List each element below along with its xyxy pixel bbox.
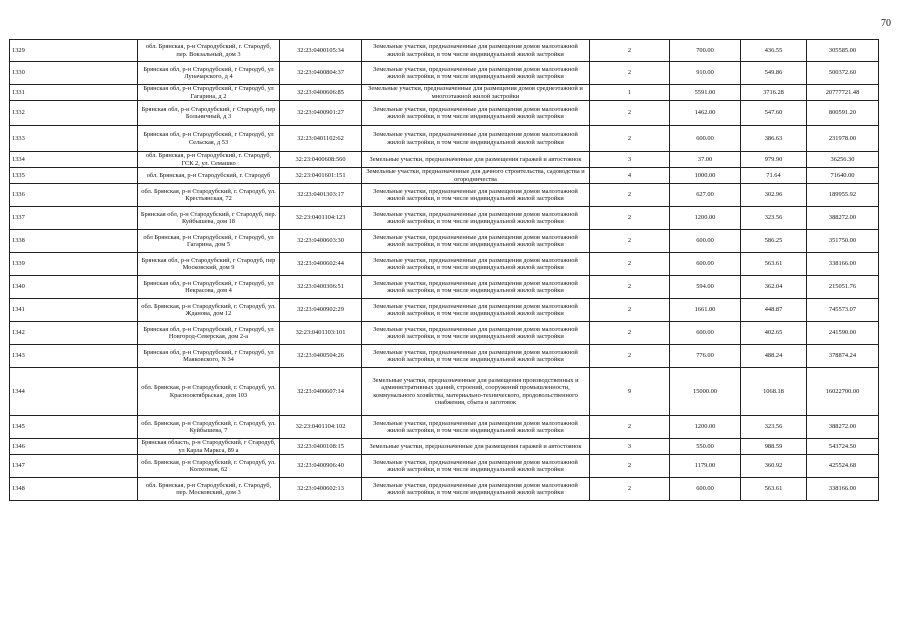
- cadastral-value-cell: 543724.50: [807, 439, 879, 455]
- use-group-cell: 2: [590, 184, 670, 207]
- address-cell: Брянская обл, р-н Стародубский, г Стародуб, ул Маяковского, N 34: [138, 345, 280, 368]
- area-cell: 600.00: [670, 253, 741, 276]
- area-cell: 776.00: [670, 345, 741, 368]
- address-cell: обл. Брянская, р-н Стародубский, г. Стародуб, ул. Куйбышева, 7: [138, 416, 280, 439]
- land-use-cell: Земельные участки, предназначенные для размещения домов малоэтажной жилой застройки, в том числе индивидуальной жилой застройки: [362, 276, 590, 299]
- area-cell: 594.00: [670, 276, 741, 299]
- cadastral-number-cell: 32:23:0400504:26: [280, 345, 362, 368]
- land-use-cell: Земельные участки, предназначенные для размещения домов малоэтажной жилой застройки, в том числе индивидуальной жилой застройки: [362, 230, 590, 253]
- table-row: [10, 345, 879, 368]
- land-use-cell: Земельные участки, предназначенные для размещения домов среднеэтажной и многоэтажной жилой застройки: [362, 85, 590, 101]
- address-cell: Брянская область, р-н Стародубский, г Стародуб, ул Карла Маркса, 89 а: [138, 439, 280, 455]
- use-group-cell: 2: [590, 455, 670, 478]
- cadastral-value-cell: 388272.00: [807, 207, 879, 230]
- address-cell: Брянская обл, р-н Стародубский, г Стародуб, ул Новгород-Северская, дом 2-а: [138, 322, 280, 345]
- row-number-cell: 1343: [10, 345, 138, 368]
- specific-value-cell: 563.61: [741, 253, 807, 276]
- page-number: 70: [881, 18, 891, 29]
- area-cell: 600.00: [670, 230, 741, 253]
- row-number-cell: 1339: [10, 253, 138, 276]
- use-group-cell: 2: [590, 207, 670, 230]
- cadastral-number-cell: 32:23:0401104:102: [280, 416, 362, 439]
- area-cell: 1661.00: [670, 299, 741, 322]
- land-use-cell: Земельные участки, предназначенные для размещения домов малоэтажной жилой застройки, в том числе индивидуальной жилой застройки: [362, 40, 590, 62]
- specific-value-cell: 488.24: [741, 345, 807, 368]
- cadastral-value-cell: 351750.00: [807, 230, 879, 253]
- land-use-cell: Земельные участки, предназначенные для размещения домов малоэтажной жилой застройки, в том числе индивидуальной жилой застройки: [362, 126, 590, 152]
- cadastral-value-cell: 378874.24: [807, 345, 879, 368]
- specific-value-cell: 402.65: [741, 322, 807, 345]
- cadastral-number-cell: 32:23:0400902:29: [280, 299, 362, 322]
- address-cell: обл. Брянская, р-н Стародубский, г. Стародуб, ул. Крестьянская, 72: [138, 184, 280, 207]
- cadastral-value-cell: 231978.00: [807, 126, 879, 152]
- table-row: [10, 478, 879, 501]
- specific-value-cell: 360.92: [741, 455, 807, 478]
- use-group-cell: 2: [590, 62, 670, 85]
- cadastral-number-cell: 32:23:0400602:44: [280, 253, 362, 276]
- use-group-cell: 2: [590, 253, 670, 276]
- cadastral-number-cell: 32:23:0401303:17: [280, 184, 362, 207]
- cadastral-number-cell: 32:23:0400606:85: [280, 85, 362, 101]
- area-cell: 37.00: [670, 152, 741, 168]
- cadastral-value-cell: 388272.00: [807, 416, 879, 439]
- row-number-cell: 1331: [10, 85, 138, 101]
- use-group-cell: 2: [590, 299, 670, 322]
- area-cell: 1200.00: [670, 416, 741, 439]
- row-number-cell: 1337: [10, 207, 138, 230]
- row-number-cell: 1338: [10, 230, 138, 253]
- specific-value-cell: 448.87: [741, 299, 807, 322]
- area-cell: 600.00: [670, 478, 741, 501]
- area-cell: 910.00: [670, 62, 741, 85]
- cadastral-value-cell: 338166.00: [807, 253, 879, 276]
- specific-value-cell: 302.96: [741, 184, 807, 207]
- area-cell: 1179.00: [670, 455, 741, 478]
- address-cell: обл. Брянская, р-н Стародубский, г. Стародуб, ул. Колхозная, 62: [138, 455, 280, 478]
- use-group-cell: 2: [590, 276, 670, 299]
- specific-value-cell: 979.90: [741, 152, 807, 168]
- cadastral-value-cell: 425524.68: [807, 455, 879, 478]
- specific-value-cell: 386.63: [741, 126, 807, 152]
- land-use-cell: Земельные участки, предназначенные для дачного строительства, садоводства и огородничества: [362, 168, 590, 184]
- cadastral-value-cell: 800591.20: [807, 101, 879, 126]
- table-row: [10, 276, 879, 299]
- specific-value-cell: 323.56: [741, 207, 807, 230]
- cadastral-number-cell: 32:23:0400108:15: [280, 439, 362, 455]
- cadastral-number-cell: 32:23:0401104:123: [280, 207, 362, 230]
- land-use-cell: Земельные участки, предназначенные для размещения домов малоэтажной жилой застройки, в том числе индивидуальной жилой застройки: [362, 207, 590, 230]
- cadastral-number-cell: 32:23:0400603:30: [280, 230, 362, 253]
- row-number-cell: 1347: [10, 455, 138, 478]
- address-cell: обл. Брянская, р-н Стародубский, г. Стародуб, пер. Вокзальный, дом 3: [138, 40, 280, 62]
- cadastral-value-cell: 20777721.48: [807, 85, 879, 101]
- table-body: [10, 40, 879, 501]
- area-cell: 600.00: [670, 322, 741, 345]
- address-cell: обл Брянская, р-н Стародубский, г Стародуб, ул Гагарина, дом 5: [138, 230, 280, 253]
- table-row: [10, 85, 879, 101]
- address-cell: Брянская обл, р-н Стародубский, г Стародуб, пер Московский, дом 9: [138, 253, 280, 276]
- row-number-cell: 1336: [10, 184, 138, 207]
- land-use-cell: Земельные участки, предназначенные для размещения домов малоэтажной жилой застройки, в том числе индивидуальной жилой застройки: [362, 478, 590, 501]
- address-cell: Брянская обл, р-н Стародубский, г Стародуб, пер. Куйбышева, дом 18: [138, 207, 280, 230]
- cadastral-number-cell: 32:23:0400608:560: [280, 152, 362, 168]
- land-use-cell: Земельные участки, предназначенные для размещения домов малоэтажной жилой застройки, в том числе индивидуальной жилой застройки: [362, 299, 590, 322]
- area-cell: 5591.00: [670, 85, 741, 101]
- specific-value-cell: 563.61: [741, 478, 807, 501]
- use-group-cell: 2: [590, 40, 670, 62]
- land-use-cell: Земельные участки, предназначенные для размещения производственных и административных зданий, строений, сооружений промышленности, коммунального хозяйства, материально-технического, продовольственного снабжения, сбыта и заготовок: [362, 368, 590, 416]
- row-number-cell: 1335: [10, 168, 138, 184]
- row-number-cell: 1340: [10, 276, 138, 299]
- area-cell: 600.00: [670, 126, 741, 152]
- land-use-cell: Земельные участки, предназначенные для размещения гаражей и автостоянок: [362, 439, 590, 455]
- specific-value-cell: 3716.28: [741, 85, 807, 101]
- cadastral-value-table: [9, 39, 879, 501]
- table-row: [10, 62, 879, 85]
- use-group-cell: 3: [590, 152, 670, 168]
- row-number-cell: 1332: [10, 101, 138, 126]
- address-cell: обл. Брянская, р-н Стародубский, г. Стародуб: [138, 168, 280, 184]
- table-row: [10, 416, 879, 439]
- area-cell: 1000.00: [670, 168, 741, 184]
- specific-value-cell: 71.64: [741, 168, 807, 184]
- cadastral-number-cell: 32:23:0401103:101: [280, 322, 362, 345]
- use-group-cell: 3: [590, 439, 670, 455]
- land-use-cell: Земельные участки, предназначенные для размещения домов малоэтажной жилой застройки, в том числе индивидуальной жилой застройки: [362, 416, 590, 439]
- use-group-cell: 2: [590, 322, 670, 345]
- cadastral-number-cell: 32:23:0400602:13: [280, 478, 362, 501]
- land-use-cell: Земельные участки, предназначенные для размещения домов малоэтажной жилой застройки, в том числе индивидуальной жилой застройки: [362, 101, 590, 126]
- row-number-cell: 1333: [10, 126, 138, 152]
- cadastral-number-cell: 32:23:0401601:151: [280, 168, 362, 184]
- row-number-cell: 1341: [10, 299, 138, 322]
- use-group-cell: 2: [590, 478, 670, 501]
- table-row: [10, 126, 879, 152]
- table-row: [10, 455, 879, 478]
- cadastral-number-cell: 32:23:0400105:34: [280, 40, 362, 62]
- specific-value-cell: 1068.18: [741, 368, 807, 416]
- address-cell: Брянская обл, р-н Стародубский, г Стародуб, пер Больничный, д 3: [138, 101, 280, 126]
- row-number-cell: 1346: [10, 439, 138, 455]
- table-row: [10, 40, 879, 62]
- land-use-cell: Земельные участки, предназначенные для размещения домов малоэтажной жилой застройки, в том числе индивидуальной жилой застройки: [362, 322, 590, 345]
- address-cell: Брянская обл, р-н Стародубский, г Стародуб, ул Гагарина, д 2: [138, 85, 280, 101]
- specific-value-cell: 362.04: [741, 276, 807, 299]
- area-cell: 1200.00: [670, 207, 741, 230]
- address-cell: обл. Брянская, р-н Стародубский, г. Стародуб, ГСК 2, ул. Семашко: [138, 152, 280, 168]
- use-group-cell: 1: [590, 85, 670, 101]
- row-number-cell: 1345: [10, 416, 138, 439]
- address-cell: обл. Брянская, р-н Стародубский, г. Стародуб, пер. Московский, дом 3: [138, 478, 280, 501]
- table-row: [10, 101, 879, 126]
- area-cell: 700.00: [670, 40, 741, 62]
- cadastral-number-cell: 32:23:0401102:62: [280, 126, 362, 152]
- specific-value-cell: 586.25: [741, 230, 807, 253]
- row-number-cell: 1329: [10, 40, 138, 62]
- specific-value-cell: 547.60: [741, 101, 807, 126]
- cadastral-value-cell: 745573.07: [807, 299, 879, 322]
- cadastral-number-cell: 32:23:0400906:40: [280, 455, 362, 478]
- table-row: [10, 253, 879, 276]
- row-number-cell: 1334: [10, 152, 138, 168]
- specific-value-cell: 988.59: [741, 439, 807, 455]
- use-group-cell: 2: [590, 230, 670, 253]
- use-group-cell: 2: [590, 126, 670, 152]
- address-cell: обл. Брянская, р-н Стародубский, г. Стародуб, ул. Красноoктябрьская, дом 103: [138, 368, 280, 416]
- cadastral-value-cell: 500372.60: [807, 62, 879, 85]
- use-group-cell: 2: [590, 416, 670, 439]
- cadastral-value-cell: 16022700.00: [807, 368, 879, 416]
- cadastral-value-cell: 305585.00: [807, 40, 879, 62]
- use-group-cell: 2: [590, 345, 670, 368]
- area-cell: 1462.00: [670, 101, 741, 126]
- row-number-cell: 1348: [10, 478, 138, 501]
- table-row: [10, 152, 879, 168]
- table-row: [10, 322, 879, 345]
- row-number-cell: 1330: [10, 62, 138, 85]
- area-cell: 627.00: [670, 184, 741, 207]
- address-cell: Брянская обл, р-н Стародубский, г Стародуб, ул Луначарского, д 4: [138, 62, 280, 85]
- address-cell: обл. Брянская, р-н Стародубский, г. Стародуб, ул. Жданова, дом 12: [138, 299, 280, 322]
- land-use-cell: Земельные участки, предназначенные для размещения домов малоэтажной жилой застройки, в том числе индивидуальной жилой застройки: [362, 62, 590, 85]
- row-number-cell: 1344: [10, 368, 138, 416]
- use-group-cell: 9: [590, 368, 670, 416]
- table-row: [10, 168, 879, 184]
- row-number-cell: 1342: [10, 322, 138, 345]
- cadastral-number-cell: 32:23:0400901:27: [280, 101, 362, 126]
- area-cell: 15000.00: [670, 368, 741, 416]
- land-use-cell: Земельные участки, предназначенные для размещения домов малоэтажной жилой застройки, в том числе индивидуальной жилой застройки: [362, 184, 590, 207]
- table-row: [10, 184, 879, 207]
- table-row: [10, 230, 879, 253]
- table-row: [10, 439, 879, 455]
- use-group-cell: 4: [590, 168, 670, 184]
- cadastral-number-cell: 32:23:0400804:37: [280, 62, 362, 85]
- land-use-cell: Земельные участки, предназначенные для размещения домов малоэтажной жилой застройки, в том числе индивидуальной жилой застройки: [362, 455, 590, 478]
- cadastral-number-cell: 32:23:0400306:51: [280, 276, 362, 299]
- address-cell: Брянская обл, р-н Стародубский, г Стародуб, ул Сельская, д 53: [138, 126, 280, 152]
- cadastral-value-cell: 36256.30: [807, 152, 879, 168]
- specific-value-cell: 323.56: [741, 416, 807, 439]
- address-cell: Брянская обл, р-н Стародубский, г Стародуб, ул Некрасова, дом 4: [138, 276, 280, 299]
- specific-value-cell: 549.86: [741, 62, 807, 85]
- cadastral-value-cell: 338166.00: [807, 478, 879, 501]
- cadastral-number-cell: 32:23:0400607:14: [280, 368, 362, 416]
- land-use-cell: Земельные участки, предназначенные для размещения домов малоэтажной жилой застройки, в том числе индивидуальной жилой застройки: [362, 253, 590, 276]
- area-cell: 550.00: [670, 439, 741, 455]
- use-group-cell: 2: [590, 101, 670, 126]
- specific-value-cell: 436.55: [741, 40, 807, 62]
- table-row: [10, 299, 879, 322]
- land-use-cell: Земельные участки, предназначенные для размещения домов малоэтажной жилой застройки, в том числе индивидуальной жилой застройки: [362, 345, 590, 368]
- table-row: [10, 207, 879, 230]
- cadastral-value-cell: 189955.92: [807, 184, 879, 207]
- cadastral-value-cell: 71640.00: [807, 168, 879, 184]
- cadastral-value-cell: 215051.76: [807, 276, 879, 299]
- table-row: [10, 368, 879, 416]
- land-use-cell: Земельные участки, предназначенные для размещения гаражей и автостоянок: [362, 152, 590, 168]
- cadastral-value-cell: 241590.00: [807, 322, 879, 345]
